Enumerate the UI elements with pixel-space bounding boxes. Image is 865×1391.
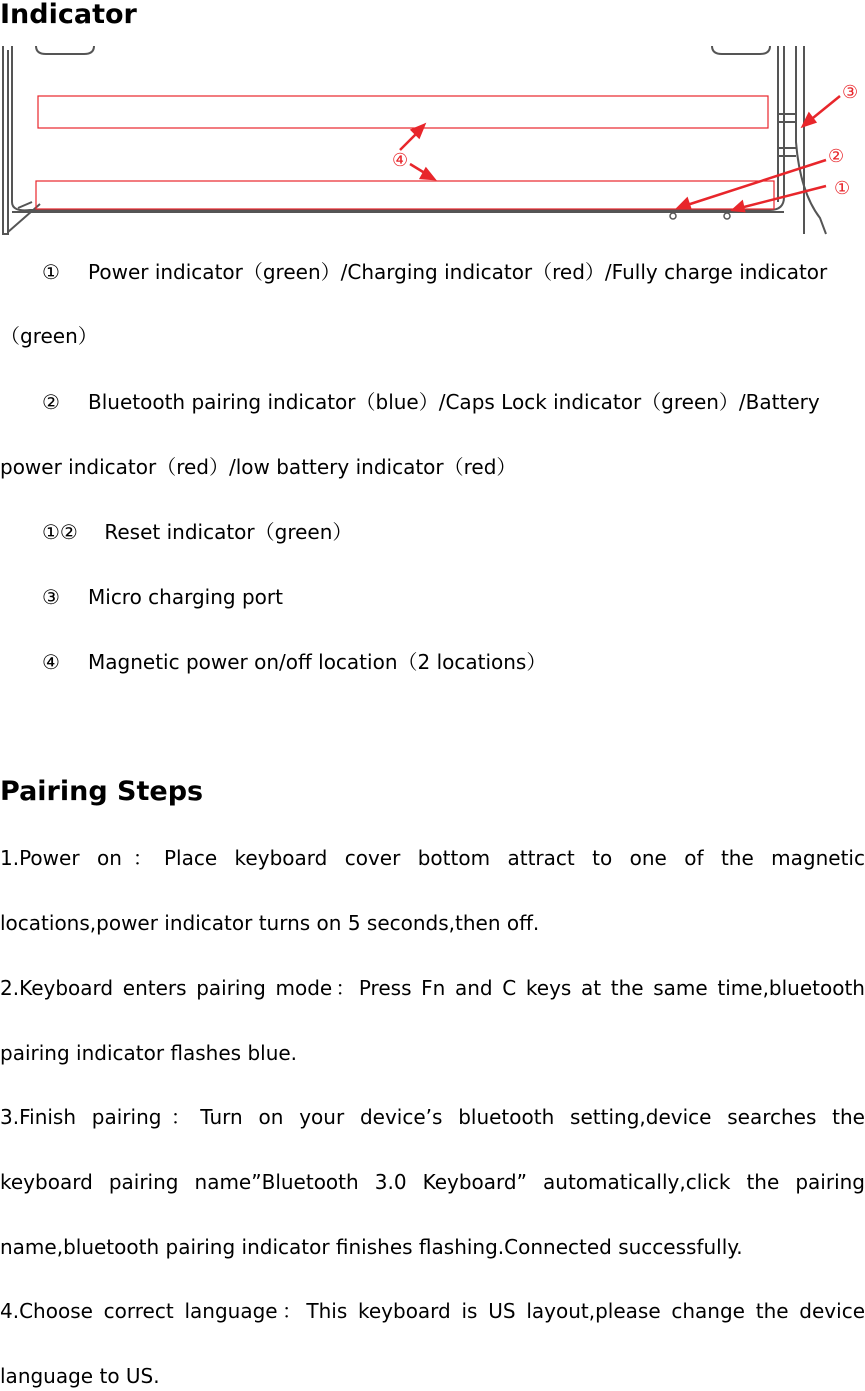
item-marker: ①②	[42, 520, 78, 544]
pairing-heading: Pairing Steps	[0, 776, 204, 807]
pairing-line-7: name,bluetooth pairing indicator finishes flashing.Connected successfully.	[0, 1235, 743, 1259]
pairing-line-2: locations,power indicator turns on 5 seconds,then off.	[0, 911, 540, 935]
keyboard-outline	[3, 46, 826, 234]
item-marker: ①	[42, 260, 60, 284]
item-marker: ④	[42, 650, 60, 674]
indicator-heading: Indicator	[0, 0, 137, 30]
pairing-line-9: language to US.	[0, 1364, 160, 1388]
callout-1-label: ①	[834, 178, 851, 199]
pairing-line-1: 1.Power on：Place keyboard cover bottom attract to one of the magnetic	[0, 846, 865, 870]
magnetic-location-upper	[38, 96, 768, 128]
item-text: Magnetic power on/off location（2 locations）	[88, 650, 547, 674]
magnetic-location-lower	[36, 181, 774, 209]
pairing-line-8: 4.Choose correct language：This keyboard is US layout,please change the device	[0, 1299, 865, 1323]
item-text: Power indicator（green）/Charging indicator（red）/Fully charge indicator	[88, 260, 828, 284]
item-text: Reset indicator（green）	[98, 520, 353, 544]
callout-3-label: ③	[842, 82, 859, 103]
indicator-item-power-cont: （green）	[0, 324, 98, 348]
callout-2-label: ②	[828, 146, 845, 167]
item-text: Micro charging port	[88, 585, 283, 609]
indicator-item-power	[42, 259, 865, 285]
pairing-line-6: keyboard pairing name”Bluetooth 3.0 Keyboard” automatically,click the pairing	[0, 1170, 865, 1194]
indicator-item-bluetooth	[42, 389, 865, 415]
indicator-led-1	[724, 213, 730, 219]
indicator-item-bluetooth-cont: power indicator（red）/low battery indicator（red）	[0, 455, 517, 479]
indicator-item-charging-port	[42, 584, 865, 610]
pairing-line-4: pairing indicator flashes blue.	[0, 1041, 298, 1065]
indicator-item-reset	[42, 519, 865, 545]
indicator-item-magnetic	[42, 649, 865, 675]
item-marker: ②	[42, 390, 60, 414]
callout-4-label: ④	[392, 150, 409, 171]
pairing-line-5: 3.Finish pairing：Turn on your device’s bluetooth setting,device searches the	[0, 1105, 865, 1129]
keyboard-diagram	[0, 42, 865, 238]
pairing-line-3: 2.Keyboard enters pairing mode：Press Fn and C keys at the same time,bluetooth	[0, 976, 865, 1000]
indicator-led-2	[670, 213, 676, 219]
item-marker: ③	[42, 585, 60, 609]
item-text: Bluetooth pairing indicator（blue）/Caps Lock indicator（green）/Battery	[88, 390, 820, 414]
